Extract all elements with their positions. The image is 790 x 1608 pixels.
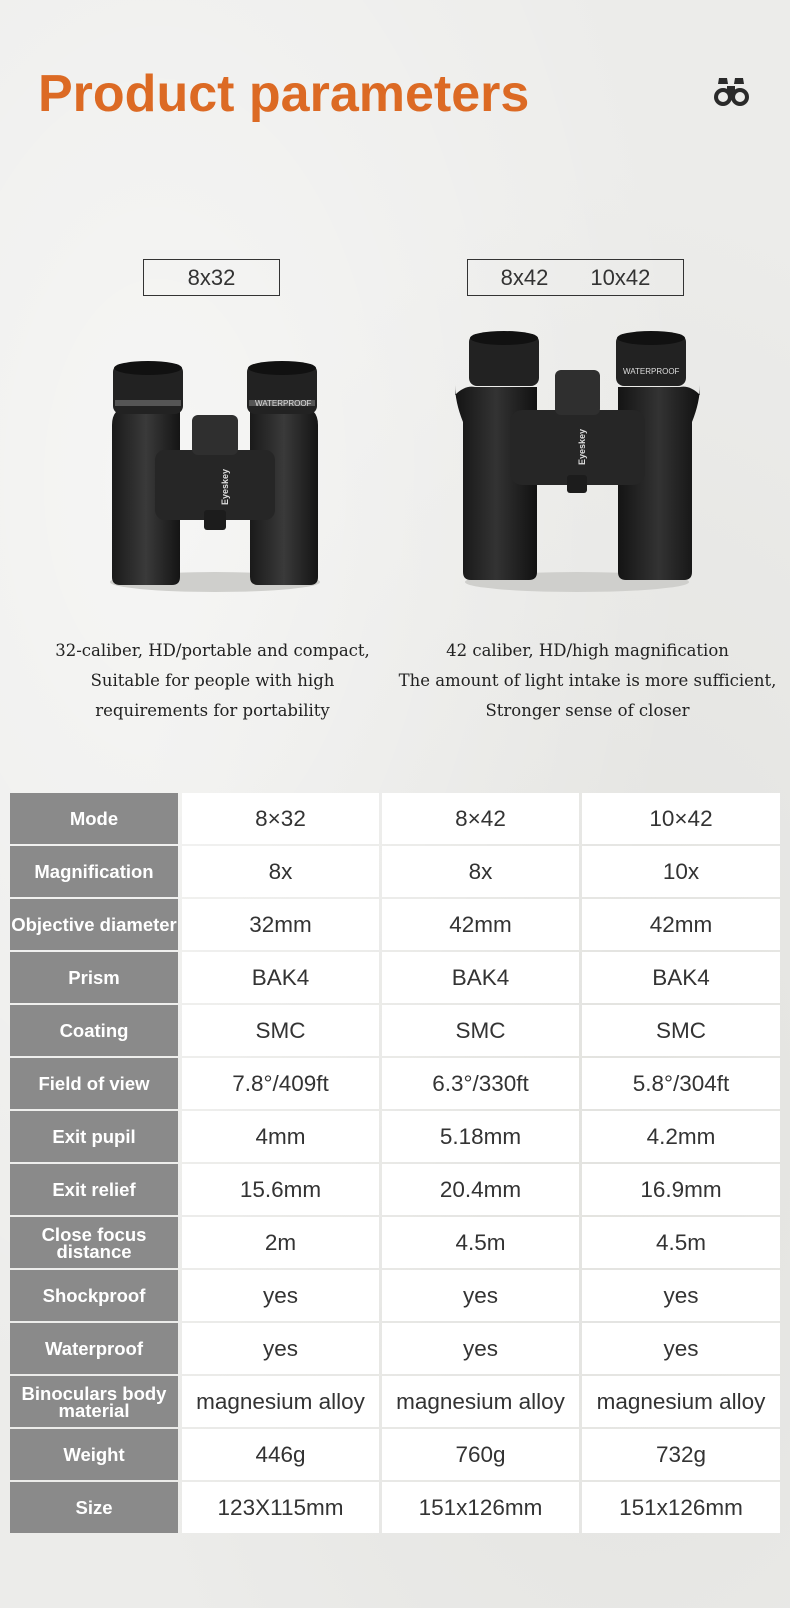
row-header: Field of view: [10, 1058, 178, 1109]
table-cell: 10x: [582, 846, 780, 897]
description-line: Stronger sense of closer: [485, 701, 690, 720]
table-cell: 42mm: [582, 899, 780, 950]
table-cell: 151x126mm: [382, 1482, 579, 1533]
table-cell: 2m: [182, 1217, 379, 1268]
row-header: Weight: [10, 1429, 178, 1480]
row-header: Size: [10, 1482, 178, 1533]
table-cell: 4mm: [182, 1111, 379, 1162]
description-line: requirements for portability: [95, 701, 330, 720]
table-cell: yes: [182, 1270, 379, 1321]
table-cell: SMC: [182, 1005, 379, 1056]
table-cell: 20.4mm: [382, 1164, 579, 1215]
table-cell: 8×42: [382, 793, 579, 844]
table-row: [10, 1482, 780, 1533]
binoculars-8x32-image: [100, 360, 330, 600]
description-line: The amount of light intake is more sufficient,: [398, 671, 777, 690]
row-header: Binoculars body material: [10, 1376, 178, 1427]
row-header: Shockproof: [10, 1270, 178, 1321]
table-row: [10, 1217, 780, 1268]
table-cell: 446g: [182, 1429, 379, 1480]
table-cell: 760g: [382, 1429, 579, 1480]
table-cell: 15.6mm: [182, 1164, 379, 1215]
table-cell: BAK4: [182, 952, 379, 1003]
row-header: Magnification: [10, 846, 178, 897]
table-cell: SMC: [382, 1005, 579, 1056]
row-header: Coating: [10, 1005, 178, 1056]
row-header: Objective diameter: [10, 899, 178, 950]
binoculars-icon: [713, 74, 753, 108]
table-cell: SMC: [582, 1005, 780, 1056]
table-row: [10, 899, 780, 950]
waterproof-mark: WATERPROOF: [623, 367, 680, 376]
table-row: [10, 1111, 780, 1162]
model-name: 8x32: [187, 264, 236, 290]
model-name: 10x42: [590, 264, 651, 290]
table-row: [10, 1429, 780, 1480]
description-line: 42 caliber, HD/high magnification: [446, 641, 729, 660]
table-cell: yes: [582, 1323, 780, 1374]
table-cell: 16.9mm: [582, 1164, 780, 1215]
table-cell: yes: [382, 1323, 579, 1374]
table-cell: 6.3°/330ft: [382, 1058, 579, 1109]
brand-mark: Eyeskey: [577, 428, 587, 465]
table-cell: 8x: [382, 846, 579, 897]
row-header: Exit relief: [10, 1164, 178, 1215]
table-row: [10, 1164, 780, 1215]
table-cell: 5.8°/304ft: [582, 1058, 780, 1109]
table-cell: 32mm: [182, 899, 379, 950]
row-header: Close focus distance: [10, 1217, 178, 1268]
table-cell: 42mm: [382, 899, 579, 950]
model-label-8x32: [143, 259, 280, 296]
waterproof-mark: WATERPROOF: [255, 399, 312, 408]
table-cell: magnesium alloy: [382, 1376, 579, 1427]
row-header: Prism: [10, 952, 178, 1003]
table-cell: 123X115mm: [182, 1482, 379, 1533]
table-cell: 4.5m: [582, 1217, 780, 1268]
table-cell: 5.18mm: [382, 1111, 579, 1162]
row-header: Waterproof: [10, 1323, 178, 1374]
table-cell: 8×32: [182, 793, 379, 844]
binoculars-42-image: [455, 330, 700, 600]
row-header: Mode: [10, 793, 178, 844]
table-cell: magnesium alloy: [582, 1376, 780, 1427]
description-line: Suitable for people with high: [90, 671, 335, 690]
table-row: [10, 793, 780, 844]
model-name: 8x42: [500, 264, 549, 290]
table-cell: 4.2mm: [582, 1111, 780, 1162]
table-cell: BAK4: [582, 952, 780, 1003]
table-cell: 10×42: [582, 793, 780, 844]
table-row: [10, 1270, 780, 1321]
page-title: Product parameters: [38, 65, 530, 123]
table-cell: 732g: [582, 1429, 780, 1480]
table-row: [10, 1323, 780, 1374]
table-cell: 8x: [182, 846, 379, 897]
product-description-42: [395, 636, 780, 726]
table-row: [10, 1058, 780, 1109]
table-row: [10, 1376, 780, 1427]
model-label-42: [467, 259, 684, 296]
table-cell: yes: [382, 1270, 579, 1321]
product-description-8x32: [30, 636, 395, 726]
table-cell: BAK4: [382, 952, 579, 1003]
table-cell: magnesium alloy: [182, 1376, 379, 1427]
description-line: 32-caliber, HD/portable and compact,: [55, 641, 370, 660]
brand-mark: Eyeskey: [220, 468, 230, 505]
table-cell: 151x126mm: [582, 1482, 780, 1533]
table-cell: 4.5m: [382, 1217, 579, 1268]
table-row: [10, 952, 780, 1003]
table-cell: 7.8°/409ft: [182, 1058, 379, 1109]
table-row: [10, 846, 780, 897]
row-header: Exit pupil: [10, 1111, 178, 1162]
table-cell: yes: [582, 1270, 780, 1321]
table-row: [10, 1005, 780, 1056]
spec-table: [10, 793, 780, 1535]
table-cell: yes: [182, 1323, 379, 1374]
